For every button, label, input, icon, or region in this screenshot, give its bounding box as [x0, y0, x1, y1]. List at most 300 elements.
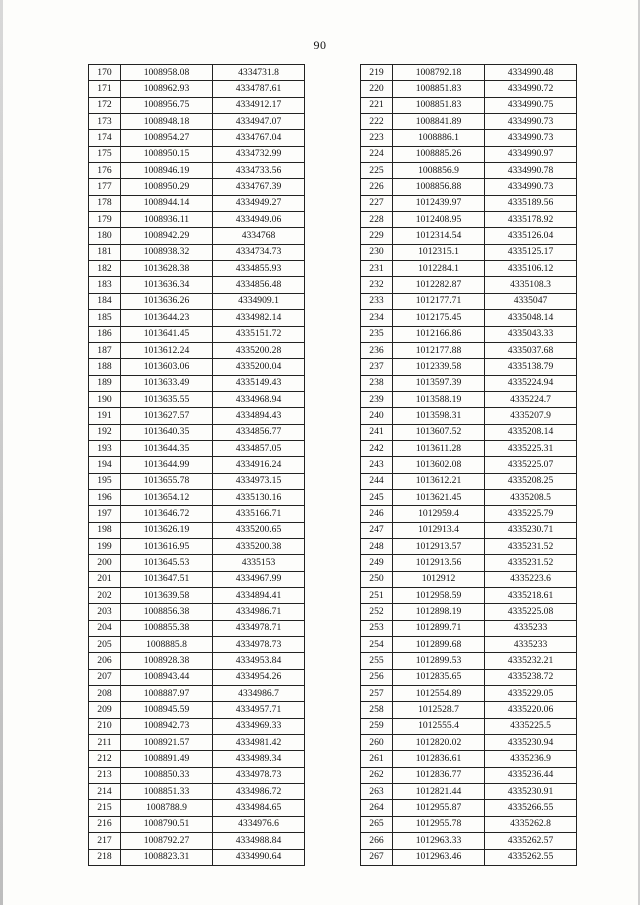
y-coordinate-cell: 4334976.6 [213, 816, 305, 832]
x-coordinate-cell: 1012284.1 [393, 261, 485, 277]
y-coordinate-cell: 4334732.99 [213, 146, 305, 162]
point-number-cell: 196 [89, 489, 121, 505]
y-coordinate-cell: 4335220.06 [485, 702, 577, 718]
x-coordinate-cell: 1012955.87 [393, 800, 485, 816]
x-coordinate-cell: 1008936.11 [121, 212, 213, 228]
table-row [361, 163, 577, 179]
y-coordinate-cell: 4335232.21 [485, 653, 577, 669]
y-coordinate-cell: 4335225.79 [485, 506, 577, 522]
y-coordinate-cell: 4334894.41 [213, 588, 305, 604]
table-row [89, 146, 305, 162]
table-row [361, 114, 577, 130]
y-coordinate-cell: 4334969.33 [213, 718, 305, 734]
y-coordinate-cell: 4335262.55 [485, 849, 577, 865]
table-row [361, 391, 577, 407]
y-coordinate-cell: 4334916.24 [213, 457, 305, 473]
y-coordinate-cell: 4334767.04 [213, 130, 305, 146]
point-number-cell: 189 [89, 375, 121, 391]
point-number-cell: 221 [361, 97, 393, 113]
x-coordinate-cell: 1008944.14 [121, 195, 213, 211]
table-row [89, 457, 305, 473]
y-coordinate-cell: 4335238.72 [485, 669, 577, 685]
x-coordinate-cell: 1013626.19 [121, 522, 213, 538]
point-number-cell: 176 [89, 163, 121, 179]
y-coordinate-cell: 4335225.08 [485, 604, 577, 620]
x-coordinate-cell: 1008885.8 [121, 637, 213, 653]
y-coordinate-cell: 4334990.64 [213, 849, 305, 865]
y-coordinate-cell: 4335231.52 [485, 538, 577, 554]
point-number-cell: 225 [361, 163, 393, 179]
point-number-cell: 227 [361, 195, 393, 211]
point-number-cell: 224 [361, 146, 393, 162]
x-coordinate-cell: 1008891.49 [121, 751, 213, 767]
y-coordinate-cell: 4334978.73 [213, 767, 305, 783]
y-coordinate-cell: 4334787.61 [213, 81, 305, 97]
table-row [89, 718, 305, 734]
y-coordinate-cell: 4335043.33 [485, 326, 577, 342]
x-coordinate-cell: 1012959.4 [393, 506, 485, 522]
table-row [89, 163, 305, 179]
table-row [361, 751, 577, 767]
x-coordinate-cell: 1008921.57 [121, 735, 213, 751]
table-row [89, 408, 305, 424]
y-coordinate-cell: 4334990.73 [485, 130, 577, 146]
point-number-cell: 246 [361, 506, 393, 522]
y-coordinate-cell: 4335262.8 [485, 816, 577, 832]
table-row [89, 244, 305, 260]
y-coordinate-cell: 4335047 [485, 293, 577, 309]
y-coordinate-cell: 4334768 [213, 228, 305, 244]
point-number-cell: 266 [361, 833, 393, 849]
x-coordinate-cell: 1012963.46 [393, 849, 485, 865]
table-row [361, 228, 577, 244]
point-number-cell: 235 [361, 326, 393, 342]
y-coordinate-cell: 4334989.34 [213, 751, 305, 767]
x-coordinate-cell: 1013655.78 [121, 473, 213, 489]
point-number-cell: 243 [361, 457, 393, 473]
y-coordinate-cell: 4334988.84 [213, 833, 305, 849]
point-number-cell: 229 [361, 228, 393, 244]
y-coordinate-cell: 4335229.05 [485, 686, 577, 702]
y-coordinate-cell: 4334967.99 [213, 571, 305, 587]
point-number-cell: 194 [89, 457, 121, 473]
x-coordinate-cell: 1012913.56 [393, 555, 485, 571]
table-row [361, 506, 577, 522]
x-coordinate-cell: 1013640.35 [121, 424, 213, 440]
table-row [89, 440, 305, 456]
x-coordinate-cell: 1012821.44 [393, 784, 485, 800]
x-coordinate-cell: 1008946.19 [121, 163, 213, 179]
point-number-cell: 204 [89, 620, 121, 636]
table-row [361, 212, 577, 228]
table-row [361, 179, 577, 195]
point-number-cell: 202 [89, 588, 121, 604]
coordinates-table-left [88, 64, 305, 866]
table-row [89, 653, 305, 669]
table-row [361, 669, 577, 685]
x-coordinate-cell: 1012439.97 [393, 195, 485, 211]
x-coordinate-cell: 1012912 [393, 571, 485, 587]
y-coordinate-cell: 4335231.52 [485, 555, 577, 571]
y-coordinate-cell: 4335125.17 [485, 244, 577, 260]
table-row [89, 538, 305, 554]
point-number-cell: 257 [361, 686, 393, 702]
x-coordinate-cell: 1013616.95 [121, 538, 213, 554]
point-number-cell: 191 [89, 408, 121, 424]
x-coordinate-cell: 1012836.61 [393, 751, 485, 767]
table-row [361, 359, 577, 375]
y-coordinate-cell: 4334973.15 [213, 473, 305, 489]
x-coordinate-cell: 1012913.57 [393, 538, 485, 554]
point-number-cell: 232 [361, 277, 393, 293]
table-row [361, 588, 577, 604]
point-number-cell: 217 [89, 833, 121, 849]
point-number-cell: 265 [361, 816, 393, 832]
x-coordinate-cell: 1008942.29 [121, 228, 213, 244]
x-coordinate-cell: 1013645.53 [121, 555, 213, 571]
point-number-cell: 179 [89, 212, 121, 228]
table-row [89, 784, 305, 800]
y-coordinate-cell: 4334990.97 [485, 146, 577, 162]
y-coordinate-cell: 4334949.27 [213, 195, 305, 211]
x-coordinate-cell: 1012315.1 [393, 244, 485, 260]
y-coordinate-cell: 4334957.71 [213, 702, 305, 718]
point-number-cell: 261 [361, 751, 393, 767]
point-number-cell: 178 [89, 195, 121, 211]
x-coordinate-cell: 1013636.26 [121, 293, 213, 309]
table-row [361, 342, 577, 358]
y-coordinate-cell: 4335236.44 [485, 767, 577, 783]
y-coordinate-cell: 4334894.43 [213, 408, 305, 424]
x-coordinate-cell: 1008856.38 [121, 604, 213, 620]
table-row [361, 244, 577, 260]
table-row [89, 130, 305, 146]
table-row [361, 718, 577, 734]
point-number-cell: 262 [361, 767, 393, 783]
table-row [361, 686, 577, 702]
x-coordinate-cell: 1008887.97 [121, 686, 213, 702]
y-coordinate-cell: 4334978.71 [213, 620, 305, 636]
point-number-cell: 205 [89, 637, 121, 653]
y-coordinate-cell: 4334912.17 [213, 97, 305, 113]
point-number-cell: 233 [361, 293, 393, 309]
table-row [89, 767, 305, 783]
y-coordinate-cell: 4334981.42 [213, 735, 305, 751]
table-row [89, 473, 305, 489]
point-number-cell: 245 [361, 489, 393, 505]
table-row [89, 179, 305, 195]
x-coordinate-cell: 1013612.24 [121, 342, 213, 358]
x-coordinate-cell: 1013641.45 [121, 326, 213, 342]
x-coordinate-cell: 1013647.51 [121, 571, 213, 587]
table-row [89, 424, 305, 440]
y-coordinate-cell: 4335233 [485, 637, 577, 653]
x-coordinate-cell: 1013612.21 [393, 473, 485, 489]
point-number-cell: 223 [361, 130, 393, 146]
x-coordinate-cell: 1012555.4 [393, 718, 485, 734]
table-row [89, 310, 305, 326]
table-row [89, 833, 305, 849]
point-number-cell: 253 [361, 620, 393, 636]
y-coordinate-cell: 4334990.72 [485, 81, 577, 97]
y-coordinate-cell: 4335230.94 [485, 735, 577, 751]
y-coordinate-cell: 4335208.25 [485, 473, 577, 489]
x-coordinate-cell: 1013635.55 [121, 391, 213, 407]
y-coordinate-cell: 4334734.73 [213, 244, 305, 260]
table-row [361, 310, 577, 326]
x-coordinate-cell: 1012554.89 [393, 686, 485, 702]
table-row [89, 212, 305, 228]
y-coordinate-cell: 4335224.7 [485, 391, 577, 407]
point-number-cell: 267 [361, 849, 393, 865]
y-coordinate-cell: 4335218.61 [485, 588, 577, 604]
point-number-cell: 171 [89, 81, 121, 97]
y-coordinate-cell: 4334990.73 [485, 179, 577, 195]
point-number-cell: 249 [361, 555, 393, 571]
y-coordinate-cell: 4335230.91 [485, 784, 577, 800]
y-coordinate-cell: 4334968.94 [213, 391, 305, 407]
x-coordinate-cell: 1012913.4 [393, 522, 485, 538]
y-coordinate-cell: 4334986.71 [213, 604, 305, 620]
point-number-cell: 187 [89, 342, 121, 358]
point-number-cell: 175 [89, 146, 121, 162]
table-row [361, 440, 577, 456]
table-row [89, 489, 305, 505]
y-coordinate-cell: 4334982.14 [213, 310, 305, 326]
y-coordinate-cell: 4335151.72 [213, 326, 305, 342]
y-coordinate-cell: 4334731.8 [213, 65, 305, 81]
table-row [361, 637, 577, 653]
x-coordinate-cell: 1012835.65 [393, 669, 485, 685]
table-row [89, 359, 305, 375]
point-number-cell: 255 [361, 653, 393, 669]
point-number-cell: 201 [89, 571, 121, 587]
point-number-cell: 241 [361, 424, 393, 440]
x-coordinate-cell: 1013627.57 [121, 408, 213, 424]
x-coordinate-cell: 1013644.23 [121, 310, 213, 326]
y-coordinate-cell: 4335224.94 [485, 375, 577, 391]
point-number-cell: 207 [89, 669, 121, 685]
y-coordinate-cell: 4334855.93 [213, 261, 305, 277]
y-coordinate-cell: 4334990.75 [485, 97, 577, 113]
y-coordinate-cell: 4334990.48 [485, 65, 577, 81]
table-row [89, 620, 305, 636]
table-row [361, 653, 577, 669]
point-number-cell: 247 [361, 522, 393, 538]
x-coordinate-cell: 1012963.33 [393, 833, 485, 849]
x-coordinate-cell: 1013621.45 [393, 489, 485, 505]
x-coordinate-cell: 1008928.38 [121, 653, 213, 669]
x-coordinate-cell: 1008938.32 [121, 244, 213, 260]
table-row [89, 849, 305, 865]
x-coordinate-cell: 1013597.39 [393, 375, 485, 391]
y-coordinate-cell: 4335208.5 [485, 489, 577, 505]
table-row [361, 571, 577, 587]
point-number-cell: 216 [89, 816, 121, 832]
point-number-cell: 264 [361, 800, 393, 816]
y-coordinate-cell: 4334909.1 [213, 293, 305, 309]
point-number-cell: 231 [361, 261, 393, 277]
table-row [89, 277, 305, 293]
point-number-cell: 236 [361, 342, 393, 358]
x-coordinate-cell: 1008851.33 [121, 784, 213, 800]
y-coordinate-cell: 4334856.48 [213, 277, 305, 293]
point-number-cell: 234 [361, 310, 393, 326]
point-number-cell: 218 [89, 849, 121, 865]
y-coordinate-cell: 4334990.78 [485, 163, 577, 179]
point-number-cell: 222 [361, 114, 393, 130]
table-row [89, 800, 305, 816]
table-row [89, 261, 305, 277]
x-coordinate-cell: 1008954.27 [121, 130, 213, 146]
table-row [361, 604, 577, 620]
y-coordinate-cell: 4334857.05 [213, 440, 305, 456]
table-row [89, 669, 305, 685]
x-coordinate-cell: 1008851.83 [393, 97, 485, 113]
table-row [361, 293, 577, 309]
point-number-cell: 206 [89, 653, 121, 669]
table-row [89, 686, 305, 702]
point-number-cell: 198 [89, 522, 121, 538]
y-coordinate-cell: 4335189.56 [485, 195, 577, 211]
table-row [361, 408, 577, 424]
y-coordinate-cell: 4335208.14 [485, 424, 577, 440]
point-number-cell: 240 [361, 408, 393, 424]
point-number-cell: 203 [89, 604, 121, 620]
point-number-cell: 213 [89, 767, 121, 783]
table-row [89, 555, 305, 571]
point-number-cell: 228 [361, 212, 393, 228]
x-coordinate-cell: 1012820.02 [393, 735, 485, 751]
x-coordinate-cell: 1012408.95 [393, 212, 485, 228]
table-row [361, 522, 577, 538]
point-number-cell: 185 [89, 310, 121, 326]
point-number-cell: 220 [361, 81, 393, 97]
x-coordinate-cell: 1013633.49 [121, 375, 213, 391]
point-number-cell: 238 [361, 375, 393, 391]
x-coordinate-cell: 1008850.33 [121, 767, 213, 783]
y-coordinate-cell: 4335230.71 [485, 522, 577, 538]
table-row [361, 261, 577, 277]
y-coordinate-cell: 4335225.5 [485, 718, 577, 734]
x-coordinate-cell: 1013639.58 [121, 588, 213, 604]
y-coordinate-cell: 4334733.56 [213, 163, 305, 179]
table-row [89, 81, 305, 97]
point-number-cell: 181 [89, 244, 121, 260]
y-coordinate-cell: 4335126.04 [485, 228, 577, 244]
point-number-cell: 239 [361, 391, 393, 407]
table-row [361, 702, 577, 718]
y-coordinate-cell: 4334990.73 [485, 114, 577, 130]
y-coordinate-cell: 4335037.68 [485, 342, 577, 358]
y-coordinate-cell: 4334986.7 [213, 686, 305, 702]
y-coordinate-cell: 4334953.84 [213, 653, 305, 669]
x-coordinate-cell: 1012899.68 [393, 637, 485, 653]
x-coordinate-cell: 1012177.71 [393, 293, 485, 309]
point-number-cell: 211 [89, 735, 121, 751]
table-row [89, 604, 305, 620]
x-coordinate-cell: 1012899.53 [393, 653, 485, 669]
point-number-cell: 242 [361, 440, 393, 456]
y-coordinate-cell: 4334949.06 [213, 212, 305, 228]
y-coordinate-cell: 4334954.26 [213, 669, 305, 685]
x-coordinate-cell: 1013603.06 [121, 359, 213, 375]
point-number-cell: 177 [89, 179, 121, 195]
y-coordinate-cell: 4335233 [485, 620, 577, 636]
point-number-cell: 183 [89, 277, 121, 293]
table-row [361, 767, 577, 783]
point-number-cell: 263 [361, 784, 393, 800]
y-coordinate-cell: 4335130.16 [213, 489, 305, 505]
table-row [89, 588, 305, 604]
table-row [361, 81, 577, 97]
table-row [361, 538, 577, 554]
x-coordinate-cell: 1013611.28 [393, 440, 485, 456]
point-number-cell: 210 [89, 718, 121, 734]
table-row [361, 277, 577, 293]
point-number-cell: 186 [89, 326, 121, 342]
point-number-cell: 248 [361, 538, 393, 554]
table-row [361, 424, 577, 440]
table-row [361, 65, 577, 81]
point-number-cell: 258 [361, 702, 393, 718]
point-number-cell: 209 [89, 702, 121, 718]
table-row [89, 702, 305, 718]
y-coordinate-cell: 4334767.39 [213, 179, 305, 195]
x-coordinate-cell: 1013636.34 [121, 277, 213, 293]
x-coordinate-cell: 1012898.19 [393, 604, 485, 620]
table-row [361, 326, 577, 342]
x-coordinate-cell: 1008943.44 [121, 669, 213, 685]
x-coordinate-cell: 1008886.1 [393, 130, 485, 146]
y-coordinate-cell: 4335223.6 [485, 571, 577, 587]
table-row [361, 130, 577, 146]
x-coordinate-cell: 1008855.38 [121, 620, 213, 636]
x-coordinate-cell: 1008841.89 [393, 114, 485, 130]
y-coordinate-cell: 4335207.9 [485, 408, 577, 424]
table-row [89, 342, 305, 358]
y-coordinate-cell: 4335266.55 [485, 800, 577, 816]
x-coordinate-cell: 1012528.7 [393, 702, 485, 718]
y-coordinate-cell: 4335178.92 [485, 212, 577, 228]
y-coordinate-cell: 4335149.43 [213, 375, 305, 391]
x-coordinate-cell: 1012175.45 [393, 310, 485, 326]
point-number-cell: 182 [89, 261, 121, 277]
point-number-cell: 190 [89, 391, 121, 407]
y-coordinate-cell: 4334856.77 [213, 424, 305, 440]
point-number-cell: 214 [89, 784, 121, 800]
x-coordinate-cell: 1008792.18 [393, 65, 485, 81]
x-coordinate-cell: 1012339.58 [393, 359, 485, 375]
point-number-cell: 192 [89, 424, 121, 440]
point-number-cell: 237 [361, 359, 393, 375]
x-coordinate-cell: 1008792.27 [121, 833, 213, 849]
point-number-cell: 172 [89, 97, 121, 113]
x-coordinate-cell: 1008958.08 [121, 65, 213, 81]
table-row [361, 800, 577, 816]
point-number-cell: 256 [361, 669, 393, 685]
x-coordinate-cell: 1013628.38 [121, 261, 213, 277]
point-number-cell: 212 [89, 751, 121, 767]
x-coordinate-cell: 1013602.08 [393, 457, 485, 473]
page-number: 90 [313, 38, 327, 52]
point-number-cell: 208 [89, 686, 121, 702]
point-number-cell: 252 [361, 604, 393, 620]
scan-edge-left [0, 0, 3, 905]
x-coordinate-cell: 1012836.77 [393, 767, 485, 783]
point-number-cell: 226 [361, 179, 393, 195]
table-row [361, 833, 577, 849]
